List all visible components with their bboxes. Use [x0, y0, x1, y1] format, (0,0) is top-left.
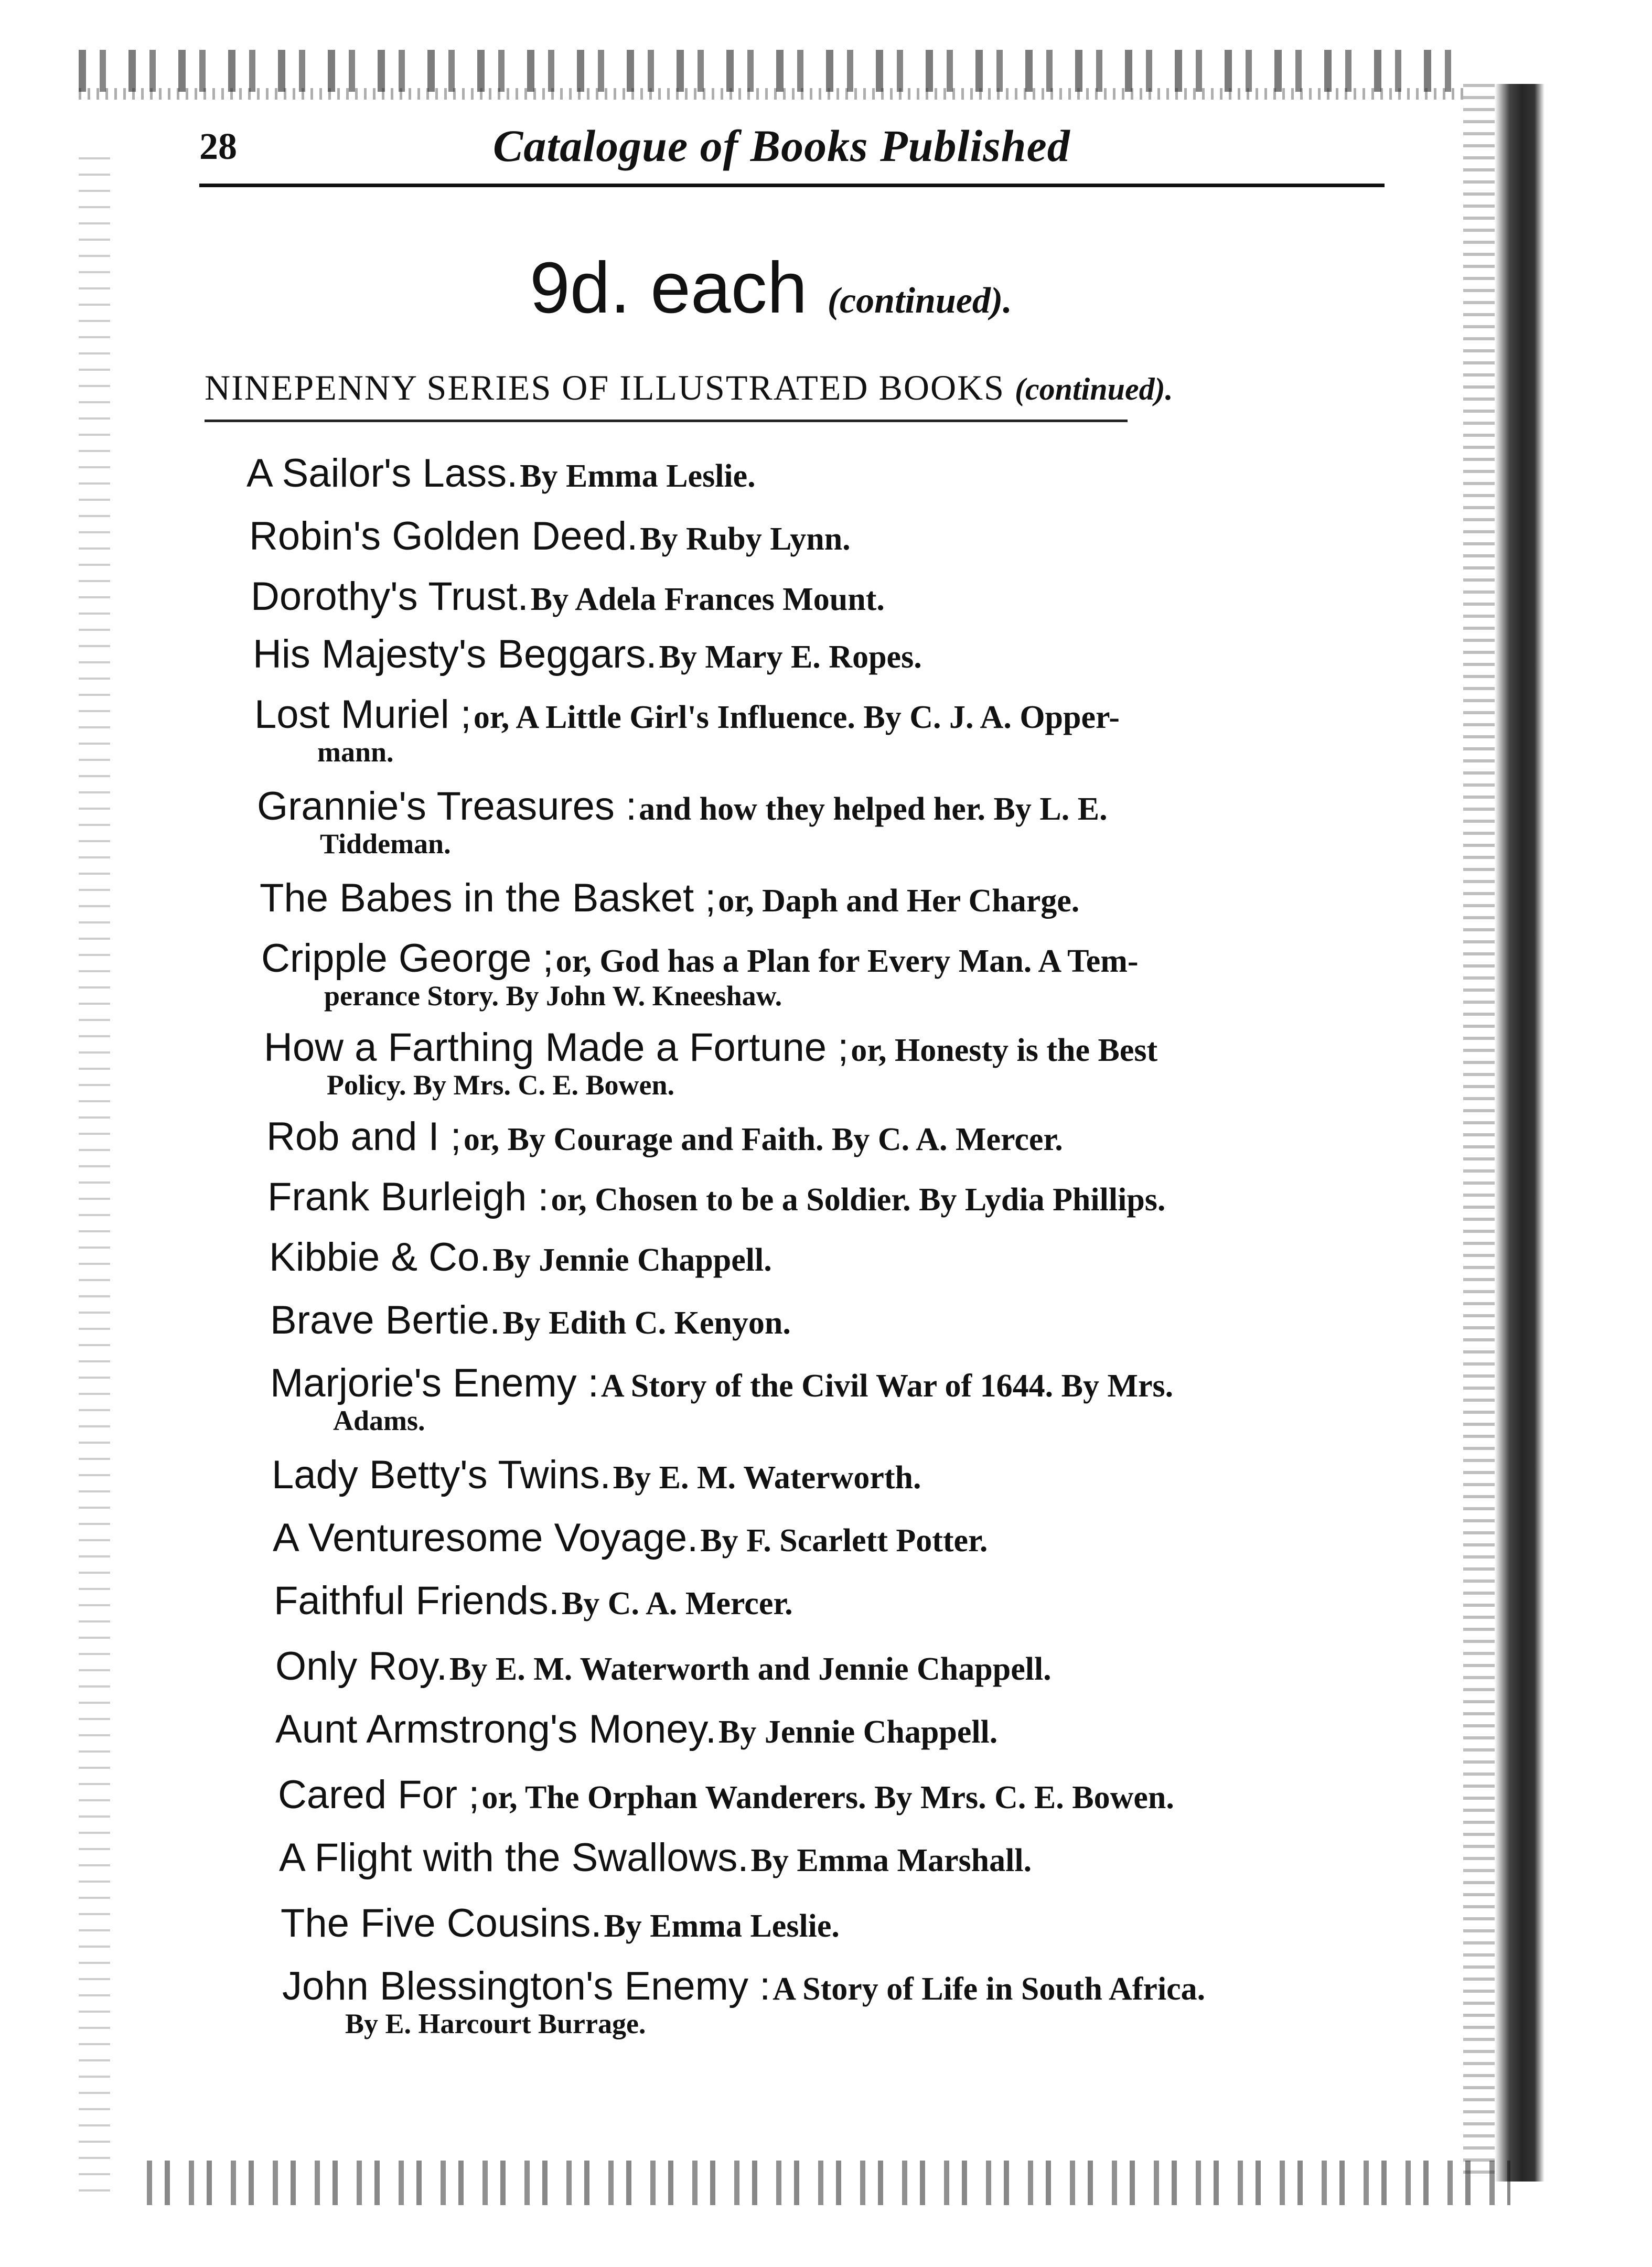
book-title: Only Roy. [275, 1644, 448, 1689]
book-entry [249, 514, 851, 558]
price-label: 9d. each [530, 248, 808, 328]
book-title: How a Farthing Made a Fortune ; [264, 1025, 849, 1070]
book-entry [257, 784, 1108, 859]
book-title: Robin's Golden Deed. [249, 514, 638, 558]
book-entry [278, 1772, 1174, 1817]
book-entry [270, 1363, 1173, 1435]
book-entry [270, 1298, 791, 1342]
book-title: Lost Muriel ; [254, 692, 471, 737]
book-entry [274, 1578, 793, 1623]
price-continued-note: (continued). [827, 281, 1012, 321]
book-title: A Sailor's Lass. [246, 451, 518, 496]
series-continued-note: (continued). [1014, 372, 1173, 406]
book-entry [260, 878, 1079, 918]
book-author: By F. Scarlett Potter. [700, 1523, 988, 1559]
book-title: Dorothy's Trust. [251, 574, 529, 619]
book-description: or, Daph and Her Charge. [718, 883, 1080, 919]
book-entry [275, 1644, 1052, 1689]
book-title: Cripple George ; [261, 936, 554, 981]
book-entry [269, 1235, 772, 1280]
book-description: or, God has a Plan for Every Man. A Tem- [555, 943, 1139, 979]
book-entry [261, 936, 1139, 1012]
book-entry [281, 1901, 840, 1946]
book-author: By Jennie Chappell. [492, 1242, 772, 1278]
book-author: By Ruby Lynn. [640, 521, 851, 557]
book-entry [266, 1114, 1063, 1159]
book-title: His Majesty's Beggars. [253, 632, 657, 676]
book-entry [246, 451, 756, 496]
book-continuation: perance Story. By John W. Kneeshaw. [324, 980, 782, 1012]
book-entry [272, 1455, 921, 1495]
book-title: Frank Burleigh : [267, 1175, 549, 1219]
book-entry [264, 1025, 1158, 1101]
book-description: or, By Courage and Faith. By C. A. Mercer. [463, 1122, 1063, 1157]
book-entry [267, 1177, 1165, 1217]
book-author: By E. M. Waterworth. [613, 1460, 921, 1496]
book-continuation: Policy. By Mrs. C. E. Bowen. [327, 1069, 674, 1101]
book-author: By C. A. Mercer. [561, 1586, 793, 1621]
book-title: Marjorie's Enemy : [270, 1361, 599, 1405]
book-title: Rob and I ; [266, 1114, 462, 1159]
page-number: 28 [199, 125, 237, 167]
book-title: Brave Bertie. [270, 1298, 501, 1342]
book-entry [253, 632, 922, 676]
book-author: By Edith C. Kenyon. [502, 1305, 791, 1341]
book-entry [273, 1518, 988, 1558]
book-description: or, Chosen to be a Soldier. By Lydia Phillips. [551, 1182, 1166, 1218]
book-continuation: mann. [317, 736, 394, 768]
book-title: A Flight with the Swallows. [279, 1835, 749, 1880]
book-description: A Story of Life in South Africa. [773, 1971, 1206, 2007]
book-title: A Venturesome Voyage. [273, 1516, 699, 1560]
book-author: By Emma Marshall. [750, 1843, 1032, 1878]
book-title: Lady Betty's Twins. [272, 1453, 611, 1497]
book-continuation: By E. Harcourt Burrage. [345, 2008, 646, 2039]
book-author: By Emma Leslie. [520, 458, 756, 494]
book-title: The Babes in the Basket ; [260, 876, 716, 920]
book-author: By Mary E. Ropes. [659, 639, 922, 675]
book-title: Cared For ; [278, 1772, 480, 1817]
book-description: or, A Little Girl's Influence. By C. J. A. Opper- [473, 700, 1120, 735]
book-author: By Jennie Chappell. [718, 1714, 998, 1750]
book-entry [279, 1835, 1032, 1880]
book-author: By Adela Frances Mount. [530, 582, 885, 617]
book-continuation: Adams. [333, 1405, 425, 1436]
book-author: By E. M. Waterworth and Jennie Chappell. [449, 1651, 1052, 1687]
book-author: By Emma Leslie. [604, 1908, 840, 1944]
book-entry [254, 692, 1120, 768]
book-description: or, Honesty is the Best [851, 1033, 1158, 1068]
book-description: and how they helped her. By L. E. [639, 791, 1108, 827]
book-description: A Story of the Civil War of 1644. By Mrs. [600, 1368, 1174, 1404]
book-title: John Blessington's Enemy : [282, 1964, 771, 2008]
series-title: NINEPENNY SERIES OF ILLUSTRATED BOOKS [205, 368, 1005, 407]
book-title: Faithful Friends. [274, 1578, 560, 1623]
book-title: Grannie's Treasures : [257, 784, 637, 829]
book-entry [251, 574, 885, 619]
book-title: The Five Cousins. [281, 1901, 602, 1946]
book-title: Kibbie & Co. [269, 1235, 491, 1280]
book-description: or, The Orphan Wanderers. By Mrs. C. E. Bowen. [481, 1780, 1174, 1815]
book-entry [282, 1964, 1206, 2039]
book-title: Aunt Armstrong's Money. [275, 1707, 717, 1752]
book-entry [275, 1707, 998, 1752]
book-continuation: Tiddeman. [320, 828, 451, 859]
running-title: Catalogue of Books Published [493, 121, 1070, 171]
